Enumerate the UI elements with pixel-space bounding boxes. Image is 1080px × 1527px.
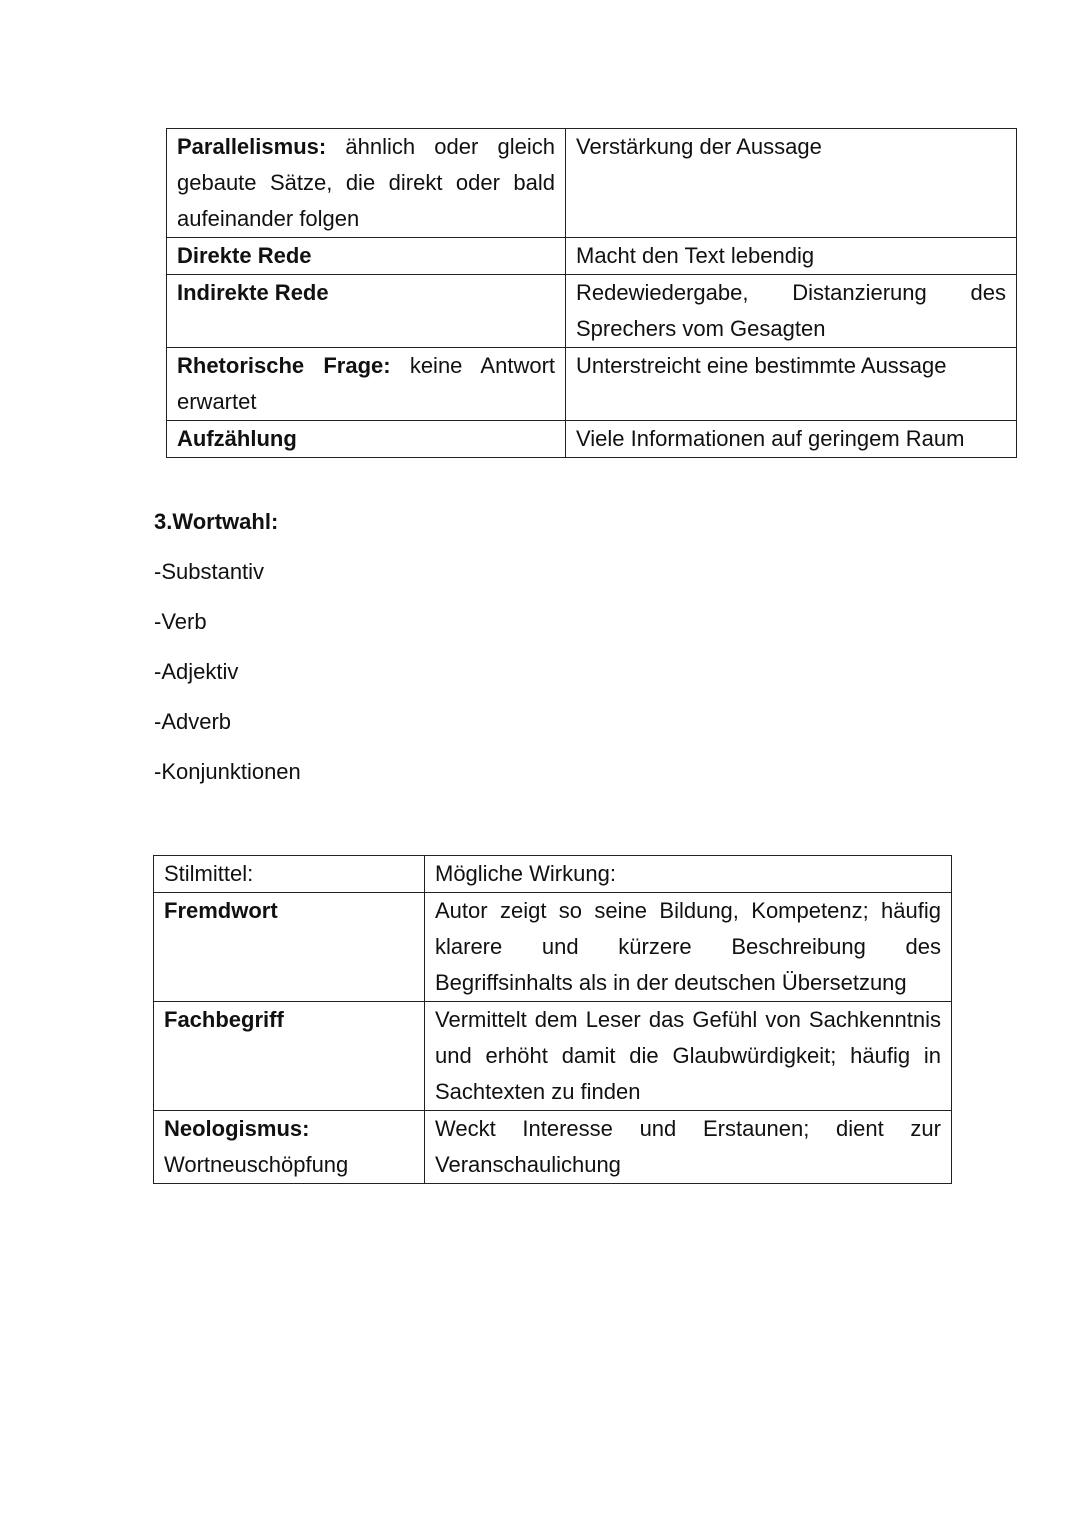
table-cell-term: [167, 238, 566, 275]
term-label: Direkte Rede: [177, 243, 312, 268]
term-label: Neologismus:: [164, 1116, 310, 1141]
term-label: Aufzählung: [177, 426, 297, 451]
column-header: Stilmittel:: [154, 856, 425, 893]
stilmittel-table-wortwahl: [153, 855, 952, 1184]
table-row: [167, 348, 1017, 421]
table-cell-term: [167, 348, 566, 421]
table-cell-effect: Vermittelt dem Leser das Gefühl von Sachkenntnis und erhöht damit die Glaubwürdigkeit; häufig in Sachtexten zu finden: [425, 1002, 952, 1111]
table-row: [167, 275, 1017, 348]
table-cell-effect: Redewiedergabe, Distanzierung des Sprechers vom Gesagten: [566, 275, 1017, 348]
list-item: -Substantiv: [154, 559, 265, 584]
column-header: Mögliche Wirkung:: [425, 856, 952, 893]
table-row: [167, 421, 1017, 458]
term-label: Indirekte Rede: [177, 280, 329, 305]
table-cell-term: [167, 421, 566, 458]
table-cell-term: [154, 893, 425, 1002]
table-cell-effect: Weckt Interesse und Erstaunen; dient zur Veranschaulichung: [425, 1111, 952, 1184]
table-header-row: [154, 856, 952, 893]
table-cell-term: [167, 275, 566, 348]
term-description: Wortneuschöpfung: [164, 1152, 349, 1177]
table-row: [167, 238, 1017, 275]
section-heading: 3.Wortwahl:: [154, 509, 279, 534]
list-item: -Verb: [154, 609, 207, 634]
table-cell-term: [154, 1111, 425, 1184]
list-item: -Konjunktionen: [154, 759, 301, 784]
table-row: [154, 1002, 952, 1111]
table-cell-effect: Macht den Text lebendig: [566, 238, 1017, 275]
term-description: ähnlich oder gleich gebaute Sätze, die direkt oder bald aufeinander folgen: [177, 134, 555, 231]
term-label: Fremdwort: [164, 898, 278, 923]
stilmittel-table-satzbau: [166, 128, 1017, 458]
table-cell-effect: Autor zeigt so seine Bildung, Kompetenz; häufig klarere und kürzere Beschreibung des Begriffsinhalts als in der deutschen Übersetzung: [425, 893, 952, 1002]
table-cell-term: [167, 129, 566, 238]
term-label: Fachbegriff: [164, 1007, 284, 1032]
table-row: [154, 1111, 952, 1184]
table-cell-term: [154, 1002, 425, 1111]
table-row: [167, 129, 1017, 238]
term-label: Rhetorische Frage:: [177, 353, 391, 378]
term-description: keine Antwort erwartet: [177, 353, 556, 414]
table-cell-effect: Verstärkung der Aussage: [566, 129, 1017, 238]
list-item: -Adverb: [154, 709, 232, 734]
term-label: Parallelismus:: [177, 134, 327, 159]
table-row: [154, 893, 952, 1002]
table-cell-effect: Viele Informationen auf geringem Raum: [566, 421, 1017, 458]
table-cell-effect: Unterstreicht eine bestimmte Aussage: [566, 348, 1017, 421]
list-item: -Adjektiv: [154, 659, 239, 684]
